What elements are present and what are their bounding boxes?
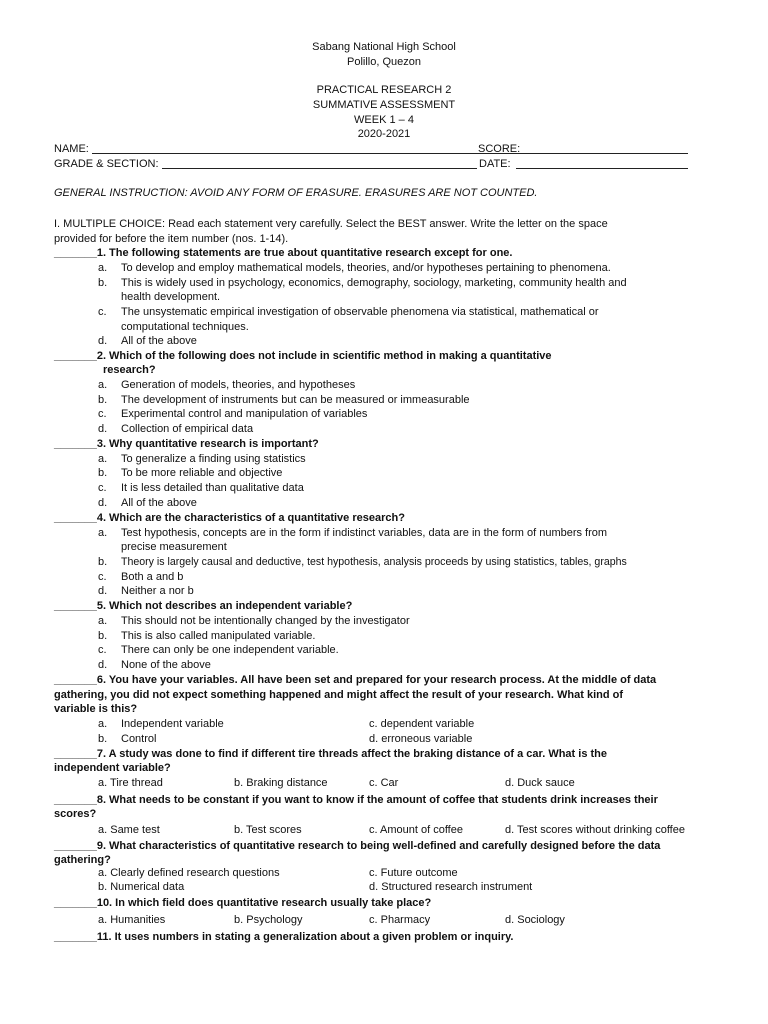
option-letter: c. [98,644,107,656]
option-text: computational techniques. [121,321,249,333]
question-1: _______1. The following statements are true about quantitative research except for one. [54,247,513,259]
school-name: Sabang National High School [312,41,456,53]
q9-option-a: a. Clearly defined research questions [98,867,280,879]
option-text: All of the above [121,335,197,347]
q7-option-a: a. Tire thread [98,777,163,789]
q7-option-b: b. Braking distance [234,777,328,789]
q9-option-c: c. Future outcome [369,867,458,879]
grade-date-row [54,157,718,172]
q9-option-b: b. Numerical data [98,881,185,893]
q9-option-d: d. Structured research instrument [369,881,533,893]
subject-title: PRACTICAL RESEARCH 2 [316,84,452,96]
general-instruction: GENERAL INSTRUCTION: AVOID ANY FORM OF ERASURE. ERASURES ARE NOT COUNTED. [54,187,538,199]
option-letter: d. [98,659,108,671]
option-text: Independent variable [121,718,224,730]
name-score-row [54,142,718,157]
q8-option-d: d. Test scores without drinking coffee [505,824,685,836]
question-5: _______5. Which not describes an independent variable? [54,600,353,612]
question-2-cont: research? [103,364,156,376]
section-intro-line: I. MULTIPLE CHOICE: Read each statement very carefully. Select the BEST answer. Write the letter on the space [54,218,608,230]
option-text: Collection of empirical data [121,423,254,435]
option-letter: b. [98,277,108,289]
option-letter: b. [98,630,108,642]
option-letter: b. [98,394,108,406]
week-label: WEEK 1 – 4 [354,114,414,126]
option-letter: d. [98,585,108,597]
option-letter: a. [98,615,108,627]
grade-section-label: GRADE & SECTION: [54,158,159,170]
option-letter: c. [98,482,107,494]
section-intro-line: provided for before the item number (nos. 1-14). [54,232,289,245]
question-11: _______11. It uses numbers in stating a generalization about a given problem or inquiry. [54,931,514,943]
question-6: _______6. You have your variables. All have been set and prepared for your research process. At the middle of data [54,674,657,686]
q6-option-d: d. erroneous variable [369,733,473,745]
option-letter: c. [98,306,107,318]
option-text: Theory is largely causal and deductive, test hypothesis, analysis proceeds by using statistics, tables, graphs [121,556,627,568]
question-6-cont: variable is this? [54,703,138,715]
question-6-cont: gathering, you did not expect something happened and might affect the result of your research. What kind of [54,689,624,701]
school-location: Polillo, Quezon [347,56,421,68]
q10-option-b: b. Psychology [234,914,303,926]
score-line[interactable] [524,153,688,154]
question-9-cont: gathering? [54,854,111,866]
q7-option-d: d. Duck sauce [505,777,575,789]
date-line[interactable] [516,168,688,169]
question-10: _______10. In which field does quantitative research usually take place? [54,897,432,909]
option-text: All of the above [121,497,197,509]
question-2: _______2. Which of the following does not include in scientific method in making a quantitative [54,350,552,362]
q10-option-a: a. Humanities [98,914,166,926]
question-8-cont: scores? [54,808,97,820]
option-text: health development. [121,291,221,303]
option-letter: a. [98,718,108,730]
option-text: This should not be intentionally changed by the investigator [121,615,410,627]
option-text: To be more reliable and objective [121,467,283,479]
option-letter: c. [98,408,107,420]
option-letter: a. [98,453,108,465]
option-letter: b. [98,733,108,745]
option-text: The development of instruments but can be measured or immeasurable [121,394,470,406]
q10-option-c: c. Pharmacy [369,914,431,926]
option-text: precise measurement [121,541,227,553]
question-7: _______7. A study was done to find if different tire threads affect the braking distance of a car. What is the [54,748,607,760]
option-text: Neither a nor b [121,585,194,597]
option-letter: c. [98,571,107,583]
option-letter: a. [98,379,108,391]
date-label: DATE: [479,158,511,170]
option-text: Test hypothesis, concepts are in the form if indistinct variables, data are in the form of numbers from [121,527,608,539]
option-letter: b. [98,467,108,479]
option-letter: d. [98,423,108,435]
option-text: To develop and employ mathematical models, theories, and/or hypotheses pertaining to phenomena. [121,262,611,274]
score-label: SCORE: [478,143,521,155]
option-letter: a. [98,262,108,274]
option-letter: b. [98,556,108,568]
q6-option-c: c. dependent variable [369,718,475,730]
option-text: Control [121,733,157,745]
question-8: _______8. What needs to be constant if you want to know if the amount of coffee that students drink increases their [54,794,658,806]
option-letter: d. [98,335,108,347]
option-text: Experimental control and manipulation of variables [121,408,368,420]
option-letter: a. [98,527,108,539]
option-text: There can only be one independent variable. [121,644,339,656]
q7-option-c: c. Car [369,777,399,789]
question-4: _______4. Which are the characteristics of a quantitative research? [54,512,405,524]
q8-option-b: b. Test scores [234,824,302,836]
question-3: _______3. Why quantitative research is important? [54,438,319,450]
q10-option-d: d. Sociology [505,914,565,926]
option-text: It is less detailed than qualitative data [121,482,304,494]
option-text: This is widely used in psychology, economics, demography, sociology, marketing, community health and [121,277,627,289]
name-line[interactable] [92,153,532,154]
school-year: 2020-2021 [357,128,411,140]
option-text: Both a and b [121,571,184,583]
option-text: This is also called manipulated variable. [121,630,316,642]
question-9: _______9. What characteristics of quantitative research to being well-defined and carefully designed before the data [54,840,661,852]
question-7-cont: independent variable? [54,762,171,774]
q8-option-c: c. Amount of coffee [369,824,463,836]
option-text: None of the above [121,659,211,671]
q8-option-a: a. Same test [98,824,160,836]
name-label: NAME: [54,143,89,155]
option-text: The unsystematic empirical investigation of observable phenomena via statistical, mathematical or [121,306,599,318]
option-text: To generalize a finding using statistics [121,453,306,465]
grade-section-line[interactable] [162,168,477,169]
option-text: Generation of models, theories, and hypotheses [121,379,356,391]
option-letter: d. [98,497,108,509]
assessment-title: SUMMATIVE ASSESSMENT [312,99,456,111]
section-intro [54,217,714,246]
